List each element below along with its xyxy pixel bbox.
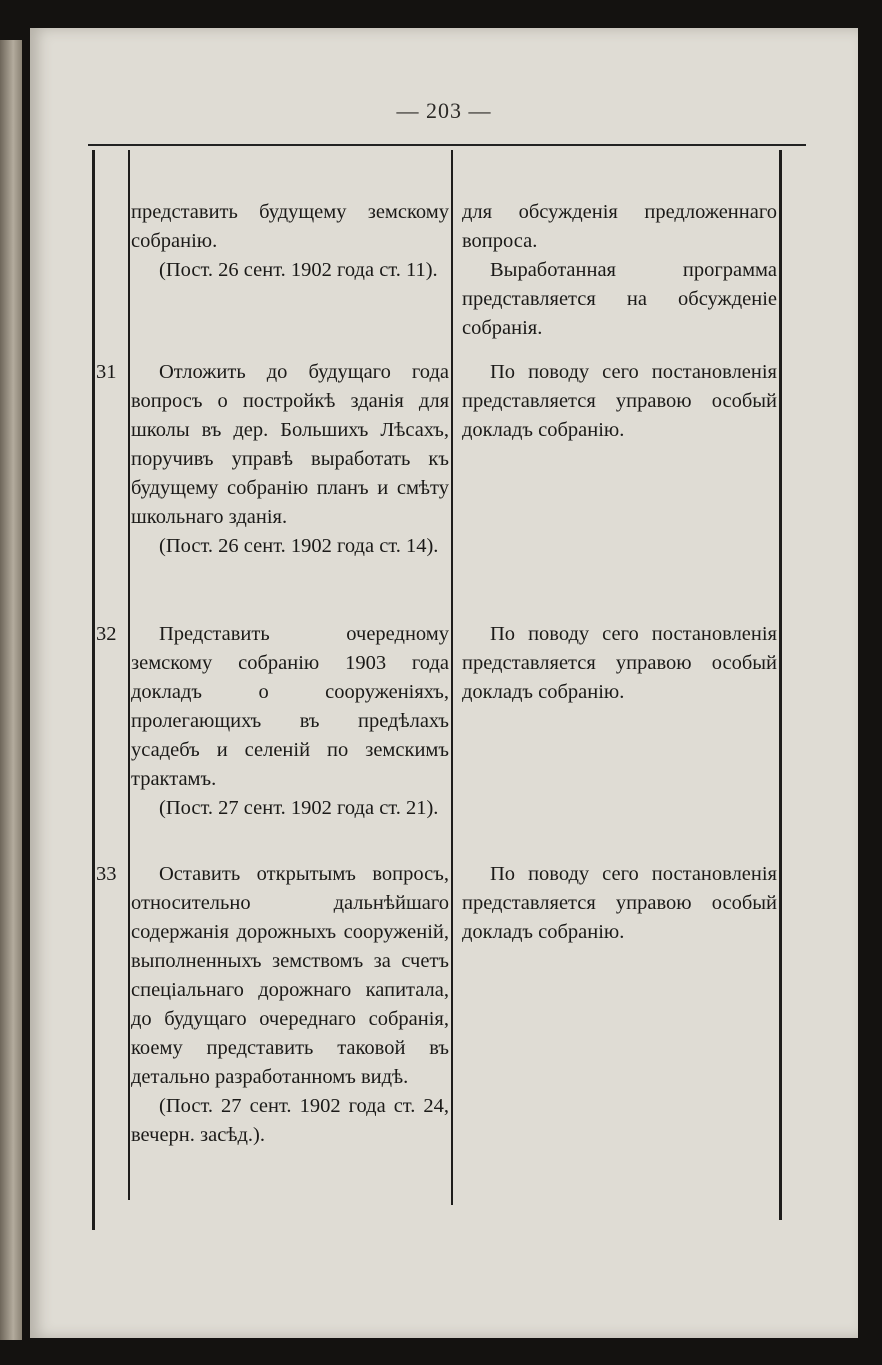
resolution-citation: (Пост. 26 сент. 1902 года ст. 14).: [159, 535, 439, 557]
table-left-border: [92, 150, 95, 1230]
table-row-continuation-note: [462, 198, 777, 343]
row-number: 32: [96, 623, 117, 645]
table-row-31-resolution: [131, 358, 449, 561]
page-number: — 203 —: [396, 98, 492, 123]
number-column-divider: [128, 150, 130, 1200]
middle-column-divider: [451, 150, 453, 1205]
resolution-text: Представить очередному земскому собранію 1903 года докладъ о сооруженіяхъ, пролегающихъ въ предѣлахъ усадебъ и селеній по земскимъ трактамъ.: [131, 623, 449, 790]
resolution-citation: (Пост. 27 сент. 1902 года ст. 24, вечерн. засѣд.).: [131, 1095, 449, 1146]
table-row-33-resolution: [131, 860, 449, 1150]
table-right-border: [779, 150, 782, 1220]
table-row-continuation-resolution: [131, 198, 449, 285]
book-page: [30, 28, 858, 1338]
resolution-text: Отложить до будущаго года вопросъ о постройкѣ зданія для школы въ дер. Большихъ Лѣсахъ, поручивъ управѣ выработать къ будущему собранію планъ и смѣту школьнаго зданія.: [131, 361, 449, 528]
table-row-32-note: [462, 620, 777, 707]
table-row-31-note: [462, 358, 777, 445]
resolution-citation: (Пост. 27 сент. 1902 года ст. 21).: [159, 797, 439, 819]
resolution-text: Оставить открытымъ вопросъ, относительно дальнѣйшаго содержанія дорожныхъ сооруженій, выполненныхъ земствомъ за счетъ спеціальнаго дорожнаго капитала, до будущаго очереднаго собранія, коему представить таковой въ детально разработанномъ видѣ.: [131, 863, 449, 1088]
table-top-rule: [88, 144, 806, 146]
note-text: По поводу сего постановленія представляется управою особый докладъ собранію.: [462, 623, 777, 703]
adjacent-page-edge: [0, 40, 22, 1340]
note-text: По поводу сего постановленія представляется управою особый докладъ собранію.: [462, 361, 777, 441]
table-row-32-resolution: [131, 620, 449, 823]
note-text: для обсужденія предложеннаго вопроса.: [462, 201, 777, 252]
row-number: 33: [96, 863, 117, 885]
table-row-33-note: [462, 860, 777, 947]
note-text: Выработанная программа представляется на обсужденіе собранія.: [462, 259, 777, 339]
resolution-text: представить будущему земскому собранію.: [131, 201, 449, 252]
resolution-citation: (Пост. 26 сент. 1902 года ст. 11).: [159, 259, 438, 281]
note-text: По поводу сего постановленія представляется управою особый докладъ собранію.: [462, 863, 777, 943]
row-number: 31: [96, 361, 117, 383]
